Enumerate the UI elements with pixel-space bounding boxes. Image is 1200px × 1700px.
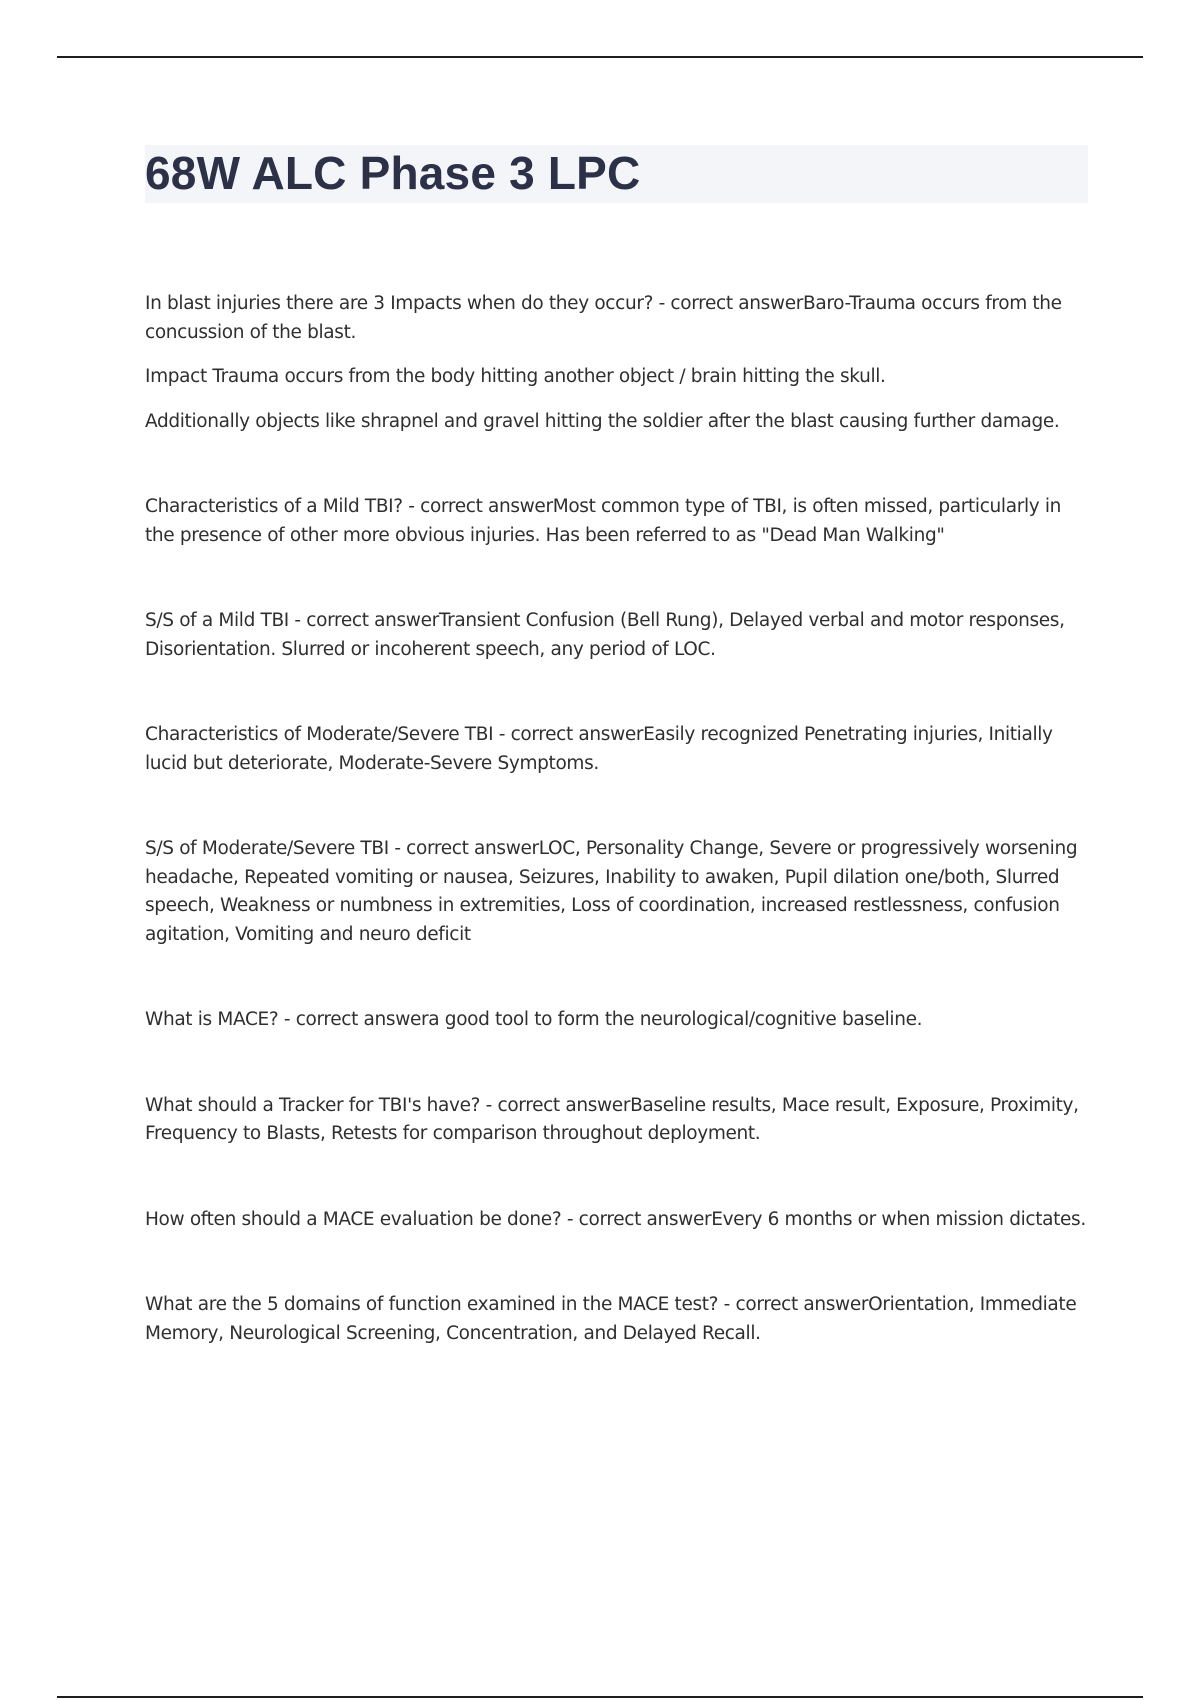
- flashcard-mild-tbi-characteristics: [145, 493, 1095, 550]
- card-text: S/S of Moderate/Severe TBI - correct answerLOC, Personality Change, Severe or progressively worsening headache, Repeated vomiting or nausea, Seizures, Inability to awaken, Pupil dilation one/both, Slurred speech, Weakness or numbness in extremities, Loss of coordination, increased restlessness, confusion agitation, Vomiting and neuro deficit: [145, 838, 1078, 945]
- top-rule: [57, 56, 1143, 58]
- flashcard-list: [145, 290, 1095, 1364]
- flashcard-mace-frequency: [145, 1206, 1095, 1235]
- card-text: How often should a MACE evaluation be done? - correct answerEvery 6 months or when mission dictates.: [145, 1208, 1086, 1230]
- flashcard-mace-definition: [145, 1006, 1095, 1035]
- flashcard-blast-impacts: [145, 290, 1095, 436]
- flashcard-mace-domains: [145, 1291, 1095, 1348]
- card-text: S/S of a Mild TBI - correct answerTransient Confusion (Bell Rung), Delayed verbal and motor responses, Disorientation. Slurred or incoherent speech, any period of LOC.: [145, 610, 1065, 660]
- card-text: Characteristics of Moderate/Severe TBI - correct answerEasily recognized Penetrating injuries, Initially lucid but deteriorate, Moderate-Severe Symptoms.: [145, 724, 1053, 774]
- bottom-rule: [57, 1696, 1143, 1698]
- card-text: What should a Tracker for TBI's have? - correct answerBaseline results, Mace result, Exposure, Proximity, Frequency to Blasts, Retests for comparison throughout deployment.: [145, 1094, 1079, 1144]
- card-text: Impact Trauma occurs from the body hitting another object / brain hitting the skull.: [145, 366, 886, 387]
- flashcard-moderate-severe-characteristics: [145, 721, 1095, 778]
- card-text: Additionally objects like shrapnel and gravel hitting the soldier after the blast causing further damage.: [145, 410, 1060, 432]
- flashcard-mild-tbi-signs: [145, 607, 1095, 664]
- card-text: In blast injuries there are 3 Impacts when do they occur? - correct answerBaro-Trauma occurs from the concussion of the blast.: [145, 293, 1062, 343]
- flashcard-tbi-tracker: [145, 1092, 1095, 1149]
- card-text: Characteristics of a Mild TBI? - correct answerMost common type of TBI, is often missed, particularly in the presence of other more obvious injuries. Has been referred to as "Dead Man Walking": [145, 496, 1062, 546]
- card-text: What is MACE? - correct answera good tool to form the neurological/cognitive baseline.: [145, 1009, 923, 1030]
- flashcard-moderate-severe-signs: [145, 835, 1095, 949]
- card-text: What are the 5 domains of function examined in the MACE test? - correct answerOrientation, Immediate Memory, Neurological Screening, Concentration, and Delayed Recall.: [145, 1294, 1077, 1344]
- page-title: 68W ALC Phase 3 LPC: [145, 147, 641, 199]
